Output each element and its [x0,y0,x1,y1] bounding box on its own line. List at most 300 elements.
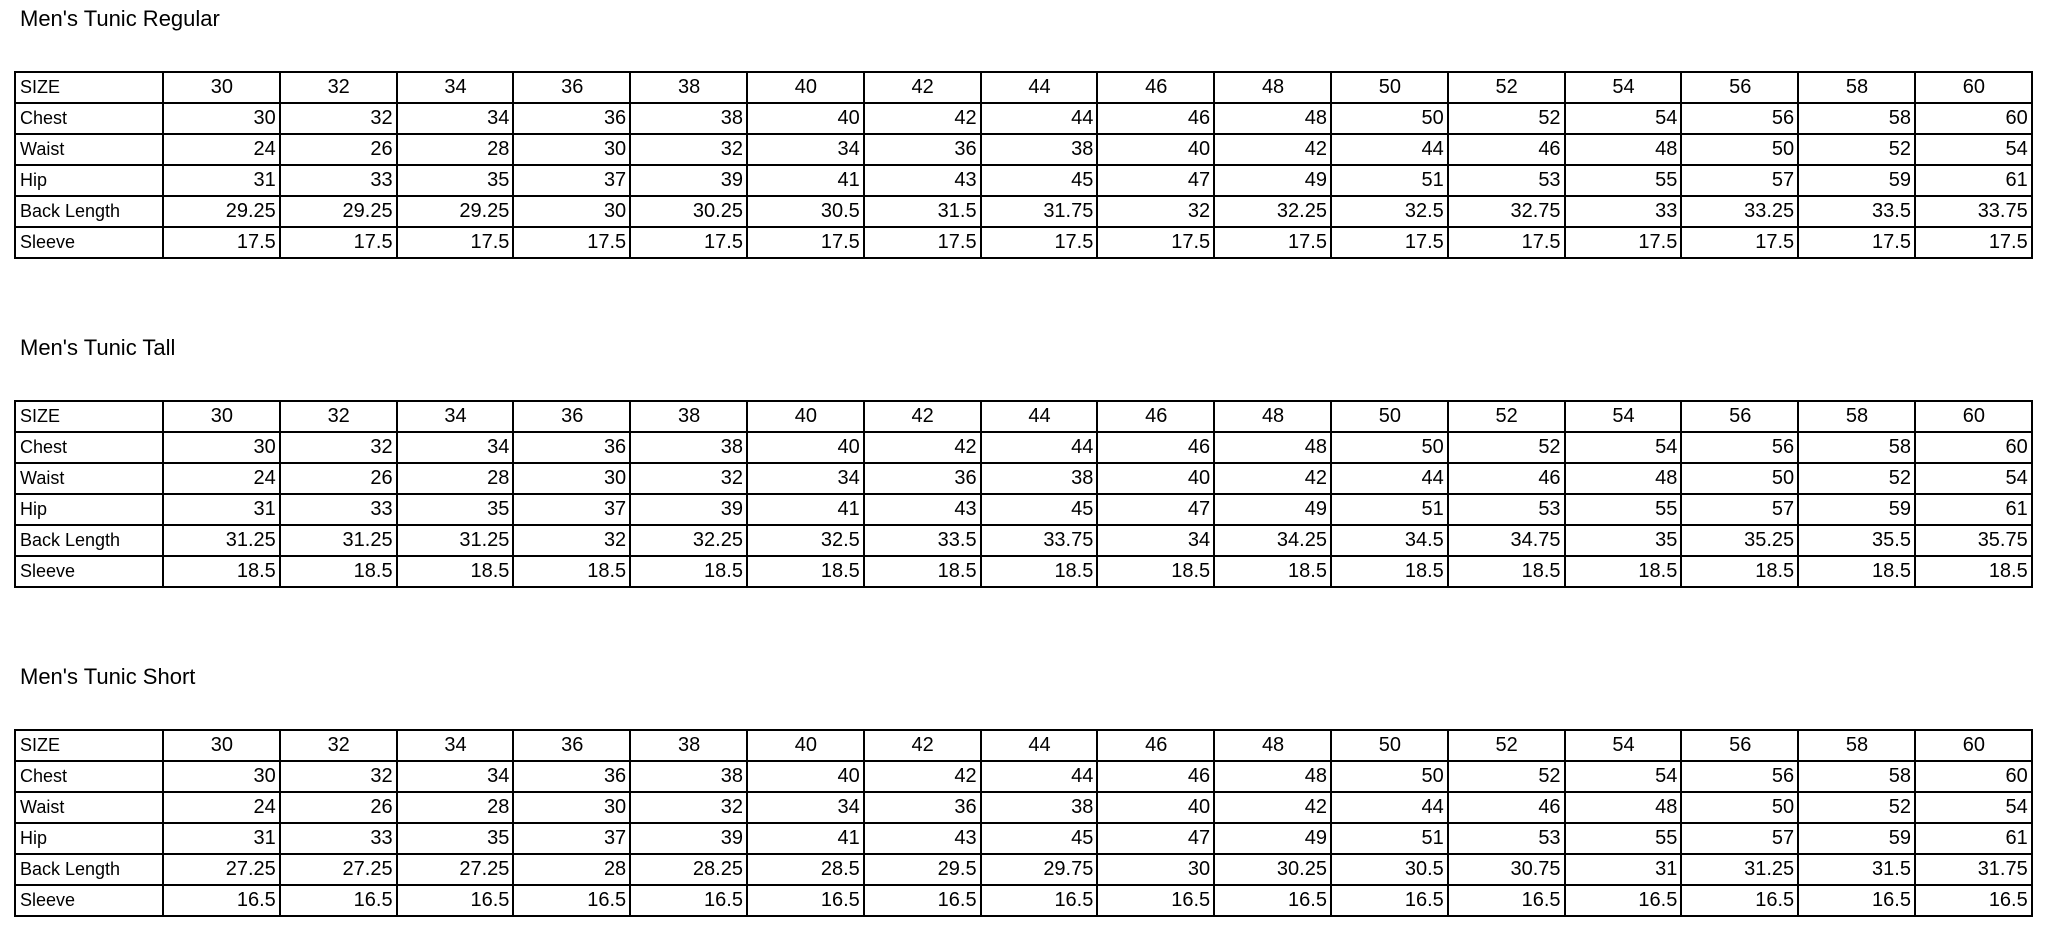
measurement-cell: 49 [1214,494,1331,525]
table-title: Men's Tunic Tall [20,335,176,360]
measurement-cell: 31 [1565,854,1682,885]
measurement-cell: 34 [397,761,514,792]
size-header-cell: 40 [747,401,864,432]
measurement-cell: 28.5 [747,854,864,885]
measurement-cell: 50 [1681,792,1798,823]
measurement-cell: 32 [280,103,397,134]
table-row [15,525,2032,556]
measurement-cell: 44 [981,432,1098,463]
measurement-cell: 30 [513,463,630,494]
measurement-cell: 16.5 [1331,885,1448,916]
measurement-cell: 26 [280,792,397,823]
measurement-cell: 16.5 [513,885,630,916]
measurement-cell: 24 [163,134,280,165]
measurement-cell: 33.75 [1915,196,2032,227]
measurement-cell: 28 [397,134,514,165]
row-label: Sleeve [15,885,163,916]
measurement-cell: 35 [397,494,514,525]
measurement-cell: 34 [747,792,864,823]
measurement-cell: 32.25 [630,525,747,556]
measurement-cell: 51 [1331,494,1448,525]
measurement-cell: 33 [280,494,397,525]
measurement-cell: 35.25 [1681,525,1798,556]
size-header-cell: 52 [1448,72,1565,103]
measurement-cell: 53 [1448,823,1565,854]
table-row [15,196,2032,227]
measurement-cell: 46 [1448,463,1565,494]
measurement-cell: 32 [280,761,397,792]
row-label: Hip [15,823,163,854]
measurement-cell: 51 [1331,823,1448,854]
table-title: Men's Tunic Regular [20,6,220,31]
size-header-cell: 48 [1214,730,1331,761]
measurement-cell: 42 [864,761,981,792]
measurement-cell: 18.5 [1331,556,1448,587]
measurement-cell: 47 [1097,823,1214,854]
measurement-cell: 32.5 [747,525,864,556]
table-row [15,494,2032,525]
size-header-cell: 48 [1214,401,1331,432]
measurement-cell: 31.5 [864,196,981,227]
measurement-cell: 36 [513,432,630,463]
size-header-cell: 34 [397,401,514,432]
measurement-cell: 27.25 [280,854,397,885]
measurement-cell: 38 [981,463,1098,494]
measurement-cell: 58 [1798,103,1915,134]
table-row [15,463,2032,494]
measurement-cell: 31.25 [1681,854,1798,885]
measurement-cell: 26 [280,463,397,494]
measurement-cell: 28 [397,463,514,494]
measurement-cell: 17.5 [1681,227,1798,258]
measurement-cell: 34 [397,103,514,134]
measurement-cell: 34 [747,134,864,165]
size-header-cell: 56 [1681,730,1798,761]
measurement-cell: 32.75 [1448,196,1565,227]
measurement-cell: 28 [397,792,514,823]
size-header-label: SIZE [15,730,163,761]
size-header-cell: 46 [1097,72,1214,103]
measurement-cell: 30.5 [1331,854,1448,885]
measurement-cell: 36 [864,792,981,823]
measurement-cell: 17.5 [1448,227,1565,258]
table-row [15,165,2032,196]
measurement-cell: 31.75 [981,196,1098,227]
measurement-cell: 55 [1565,165,1682,196]
measurement-cell: 16.5 [397,885,514,916]
measurement-cell: 16.5 [630,885,747,916]
measurement-cell: 54 [1915,463,2032,494]
measurement-cell: 18.5 [630,556,747,587]
measurement-cell: 50 [1331,103,1448,134]
measurement-cell: 43 [864,165,981,196]
size-header-cell: 42 [864,730,981,761]
row-label: Sleeve [15,227,163,258]
measurement-cell: 40 [1097,134,1214,165]
measurement-cell: 30 [163,432,280,463]
size-header-cell: 52 [1448,730,1565,761]
measurement-cell: 48 [1214,103,1331,134]
measurement-cell: 41 [747,494,864,525]
measurement-cell: 18.5 [1214,556,1331,587]
measurement-cell: 54 [1565,761,1682,792]
measurement-cell: 17.5 [1097,227,1214,258]
measurement-cell: 16.5 [981,885,1098,916]
measurement-cell: 29.25 [280,196,397,227]
measurement-cell: 16.5 [1097,885,1214,916]
size-header-row [15,72,2032,103]
measurement-cell: 50 [1331,761,1448,792]
measurement-cell: 57 [1681,494,1798,525]
measurement-cell: 17.5 [747,227,864,258]
measurement-cell: 36 [513,103,630,134]
measurement-cell: 41 [747,165,864,196]
measurement-cell: 17.5 [1565,227,1682,258]
measurement-cell: 54 [1915,792,2032,823]
measurement-cell: 48 [1565,463,1682,494]
size-header-cell: 42 [864,72,981,103]
row-label: Waist [15,463,163,494]
table-row [15,823,2032,854]
measurement-cell: 46 [1448,134,1565,165]
measurement-cell: 42 [864,103,981,134]
measurement-cell: 30.5 [747,196,864,227]
measurement-cell: 61 [1915,494,2032,525]
measurement-cell: 60 [1915,103,2032,134]
measurement-cell: 41 [747,823,864,854]
measurement-cell: 16.5 [1798,885,1915,916]
measurement-cell: 33.75 [981,525,1098,556]
measurement-cell: 30 [163,103,280,134]
measurement-cell: 18.5 [1448,556,1565,587]
size-header-cell: 38 [630,730,747,761]
measurement-cell: 31.75 [1915,854,2032,885]
measurement-cell: 55 [1565,823,1682,854]
measurement-cell: 34.5 [1331,525,1448,556]
measurement-cell: 29.25 [397,196,514,227]
measurement-cell: 30 [513,134,630,165]
measurement-cell: 55 [1565,494,1682,525]
measurement-cell: 31.25 [397,525,514,556]
measurement-cell: 24 [163,792,280,823]
size-header-cell: 44 [981,730,1098,761]
measurement-cell: 29.25 [163,196,280,227]
measurement-cell: 28.25 [630,854,747,885]
measurement-cell: 18.5 [981,556,1098,587]
measurement-cell: 18.5 [1681,556,1798,587]
size-header-cell: 34 [397,72,514,103]
measurement-cell: 32 [1097,196,1214,227]
size-header-row [15,730,2032,761]
size-table [14,400,2033,588]
measurement-cell: 33 [280,823,397,854]
measurement-cell: 60 [1915,761,2032,792]
measurement-cell: 42 [1214,792,1331,823]
measurement-cell: 38 [630,761,747,792]
measurement-cell: 16.5 [1214,885,1331,916]
measurement-cell: 38 [981,792,1098,823]
measurement-cell: 56 [1681,103,1798,134]
measurement-cell: 45 [981,494,1098,525]
measurement-cell: 52 [1448,761,1565,792]
measurement-cell: 45 [981,165,1098,196]
measurement-cell: 52 [1798,792,1915,823]
measurement-cell: 34.25 [1214,525,1331,556]
measurement-cell: 18.5 [864,556,981,587]
size-header-cell: 30 [163,730,280,761]
measurement-cell: 33.5 [1798,196,1915,227]
measurement-cell: 32 [513,525,630,556]
measurement-cell: 40 [747,432,864,463]
size-header-cell: 36 [513,401,630,432]
measurement-cell: 51 [1331,165,1448,196]
measurement-cell: 61 [1915,823,2032,854]
row-label: Back Length [15,525,163,556]
measurement-cell: 18.5 [163,556,280,587]
table-row [15,103,2032,134]
table-row [15,556,2032,587]
measurement-cell: 54 [1565,103,1682,134]
measurement-cell: 46 [1097,103,1214,134]
measurement-cell: 31 [163,165,280,196]
size-table [14,71,2033,259]
size-header-cell: 52 [1448,401,1565,432]
row-label: Waist [15,134,163,165]
measurement-cell: 40 [1097,463,1214,494]
size-header-label: SIZE [15,401,163,432]
size-header-cell: 58 [1798,72,1915,103]
measurement-cell: 16.5 [280,885,397,916]
table-row [15,854,2032,885]
measurement-cell: 28 [513,854,630,885]
measurement-cell: 46 [1097,432,1214,463]
measurement-cell: 39 [630,165,747,196]
measurement-cell: 36 [513,761,630,792]
size-header-cell: 46 [1097,730,1214,761]
measurement-cell: 16.5 [1448,885,1565,916]
measurement-cell: 35 [397,165,514,196]
measurement-cell: 42 [1214,463,1331,494]
size-header-cell: 56 [1681,72,1798,103]
measurement-cell: 30 [163,761,280,792]
measurement-cell: 44 [981,103,1098,134]
measurement-cell: 52 [1798,134,1915,165]
measurement-cell: 30.75 [1448,854,1565,885]
measurement-cell: 42 [864,432,981,463]
measurement-cell: 45 [981,823,1098,854]
size-header-cell: 30 [163,401,280,432]
measurement-cell: 17.5 [163,227,280,258]
size-header-cell: 30 [163,72,280,103]
measurement-cell: 32.25 [1214,196,1331,227]
measurement-cell: 17.5 [1214,227,1331,258]
size-header-cell: 54 [1565,72,1682,103]
measurement-cell: 31 [163,823,280,854]
measurement-cell: 30.25 [1214,854,1331,885]
measurement-cell: 36 [864,463,981,494]
measurement-cell: 31.5 [1798,854,1915,885]
size-header-cell: 60 [1915,730,2032,761]
size-header-cell: 32 [280,730,397,761]
row-label: Chest [15,432,163,463]
measurement-cell: 31.25 [163,525,280,556]
measurement-cell: 30 [1097,854,1214,885]
measurement-cell: 40 [747,103,864,134]
measurement-cell: 35 [397,823,514,854]
measurement-cell: 57 [1681,165,1798,196]
measurement-cell: 58 [1798,432,1915,463]
measurement-cell: 18.5 [280,556,397,587]
size-header-cell: 60 [1915,72,2032,103]
measurement-cell: 32 [630,134,747,165]
measurement-cell: 39 [630,823,747,854]
measurement-cell: 34 [1097,525,1214,556]
measurement-cell: 32.5 [1331,196,1448,227]
measurement-cell: 43 [864,823,981,854]
measurement-cell: 16.5 [1915,885,2032,916]
table-row [15,761,2032,792]
measurement-cell: 34.75 [1448,525,1565,556]
measurement-cell: 59 [1798,823,1915,854]
size-header-cell: 50 [1331,72,1448,103]
measurement-cell: 17.5 [981,227,1098,258]
measurement-cell: 39 [630,494,747,525]
measurement-cell: 33.5 [864,525,981,556]
measurement-cell: 24 [163,463,280,494]
row-label: Hip [15,165,163,196]
measurement-cell: 18.5 [1097,556,1214,587]
measurement-cell: 43 [864,494,981,525]
size-header-cell: 36 [513,72,630,103]
measurement-cell: 53 [1448,494,1565,525]
measurement-cell: 18.5 [1798,556,1915,587]
measurement-cell: 50 [1331,432,1448,463]
measurement-cell: 57 [1681,823,1798,854]
measurement-cell: 32 [280,432,397,463]
size-header-cell: 54 [1565,401,1682,432]
size-header-cell: 44 [981,72,1098,103]
size-header-cell: 56 [1681,401,1798,432]
measurement-cell: 17.5 [1798,227,1915,258]
table-row [15,134,2032,165]
size-header-cell: 34 [397,730,514,761]
measurement-cell: 52 [1798,463,1915,494]
size-header-cell: 50 [1331,401,1448,432]
measurement-cell: 16.5 [747,885,864,916]
measurement-cell: 34 [747,463,864,494]
size-header-cell: 40 [747,730,864,761]
measurement-cell: 18.5 [1565,556,1682,587]
measurement-cell: 48 [1565,134,1682,165]
measurement-cell: 46 [1097,761,1214,792]
row-label: Sleeve [15,556,163,587]
size-header-cell: 50 [1331,730,1448,761]
measurement-cell: 54 [1915,134,2032,165]
table-row [15,792,2032,823]
measurement-cell: 33 [280,165,397,196]
measurement-cell: 26 [280,134,397,165]
size-header-cell: 46 [1097,401,1214,432]
measurement-cell: 38 [630,103,747,134]
size-header-cell: 32 [280,401,397,432]
measurement-cell: 17.5 [1915,227,2032,258]
measurement-cell: 29.5 [864,854,981,885]
measurement-cell: 17.5 [513,227,630,258]
measurement-cell: 17.5 [864,227,981,258]
measurement-cell: 50 [1681,463,1798,494]
row-label: Back Length [15,854,163,885]
row-label: Hip [15,494,163,525]
measurement-cell: 44 [1331,792,1448,823]
measurement-cell: 18.5 [1915,556,2032,587]
measurement-cell: 49 [1214,165,1331,196]
measurement-cell: 18.5 [747,556,864,587]
measurement-cell: 30.25 [630,196,747,227]
size-header-cell: 42 [864,401,981,432]
measurement-cell: 29.75 [981,854,1098,885]
measurement-cell: 16.5 [163,885,280,916]
measurement-cell: 47 [1097,165,1214,196]
size-header-cell: 58 [1798,730,1915,761]
measurement-cell: 38 [981,134,1098,165]
measurement-cell: 37 [513,494,630,525]
row-label: Back Length [15,196,163,227]
size-header-cell: 40 [747,72,864,103]
measurement-cell: 40 [747,761,864,792]
measurement-cell: 16.5 [1565,885,1682,916]
measurement-cell: 31.25 [280,525,397,556]
row-label: Waist [15,792,163,823]
table-title: Men's Tunic Short [20,664,196,689]
measurement-cell: 44 [1331,134,1448,165]
measurement-cell: 60 [1915,432,2032,463]
measurement-cell: 52 [1448,432,1565,463]
measurement-cell: 53 [1448,165,1565,196]
measurement-cell: 30 [513,196,630,227]
measurement-cell: 16.5 [864,885,981,916]
size-header-row [15,401,2032,432]
measurement-cell: 46 [1448,792,1565,823]
measurement-cell: 44 [1331,463,1448,494]
size-table [14,729,2033,917]
measurement-cell: 32 [630,463,747,494]
size-header-cell: 36 [513,730,630,761]
measurement-cell: 56 [1681,761,1798,792]
measurement-cell: 34 [397,432,514,463]
measurement-cell: 61 [1915,165,2032,196]
measurement-cell: 44 [981,761,1098,792]
measurement-cell: 17.5 [397,227,514,258]
measurement-cell: 27.25 [163,854,280,885]
size-header-cell: 60 [1915,401,2032,432]
measurement-cell: 48 [1565,792,1682,823]
table-row [15,227,2032,258]
measurement-cell: 48 [1214,761,1331,792]
measurement-cell: 40 [1097,792,1214,823]
measurement-cell: 18.5 [397,556,514,587]
measurement-cell: 17.5 [630,227,747,258]
measurement-cell: 17.5 [280,227,397,258]
size-header-label: SIZE [15,72,163,103]
measurement-cell: 48 [1214,432,1331,463]
measurement-cell: 18.5 [513,556,630,587]
measurement-cell: 17.5 [1331,227,1448,258]
measurement-cell: 58 [1798,761,1915,792]
measurement-cell: 33 [1565,196,1682,227]
size-header-cell: 58 [1798,401,1915,432]
measurement-cell: 27.25 [397,854,514,885]
measurement-cell: 35.5 [1798,525,1915,556]
